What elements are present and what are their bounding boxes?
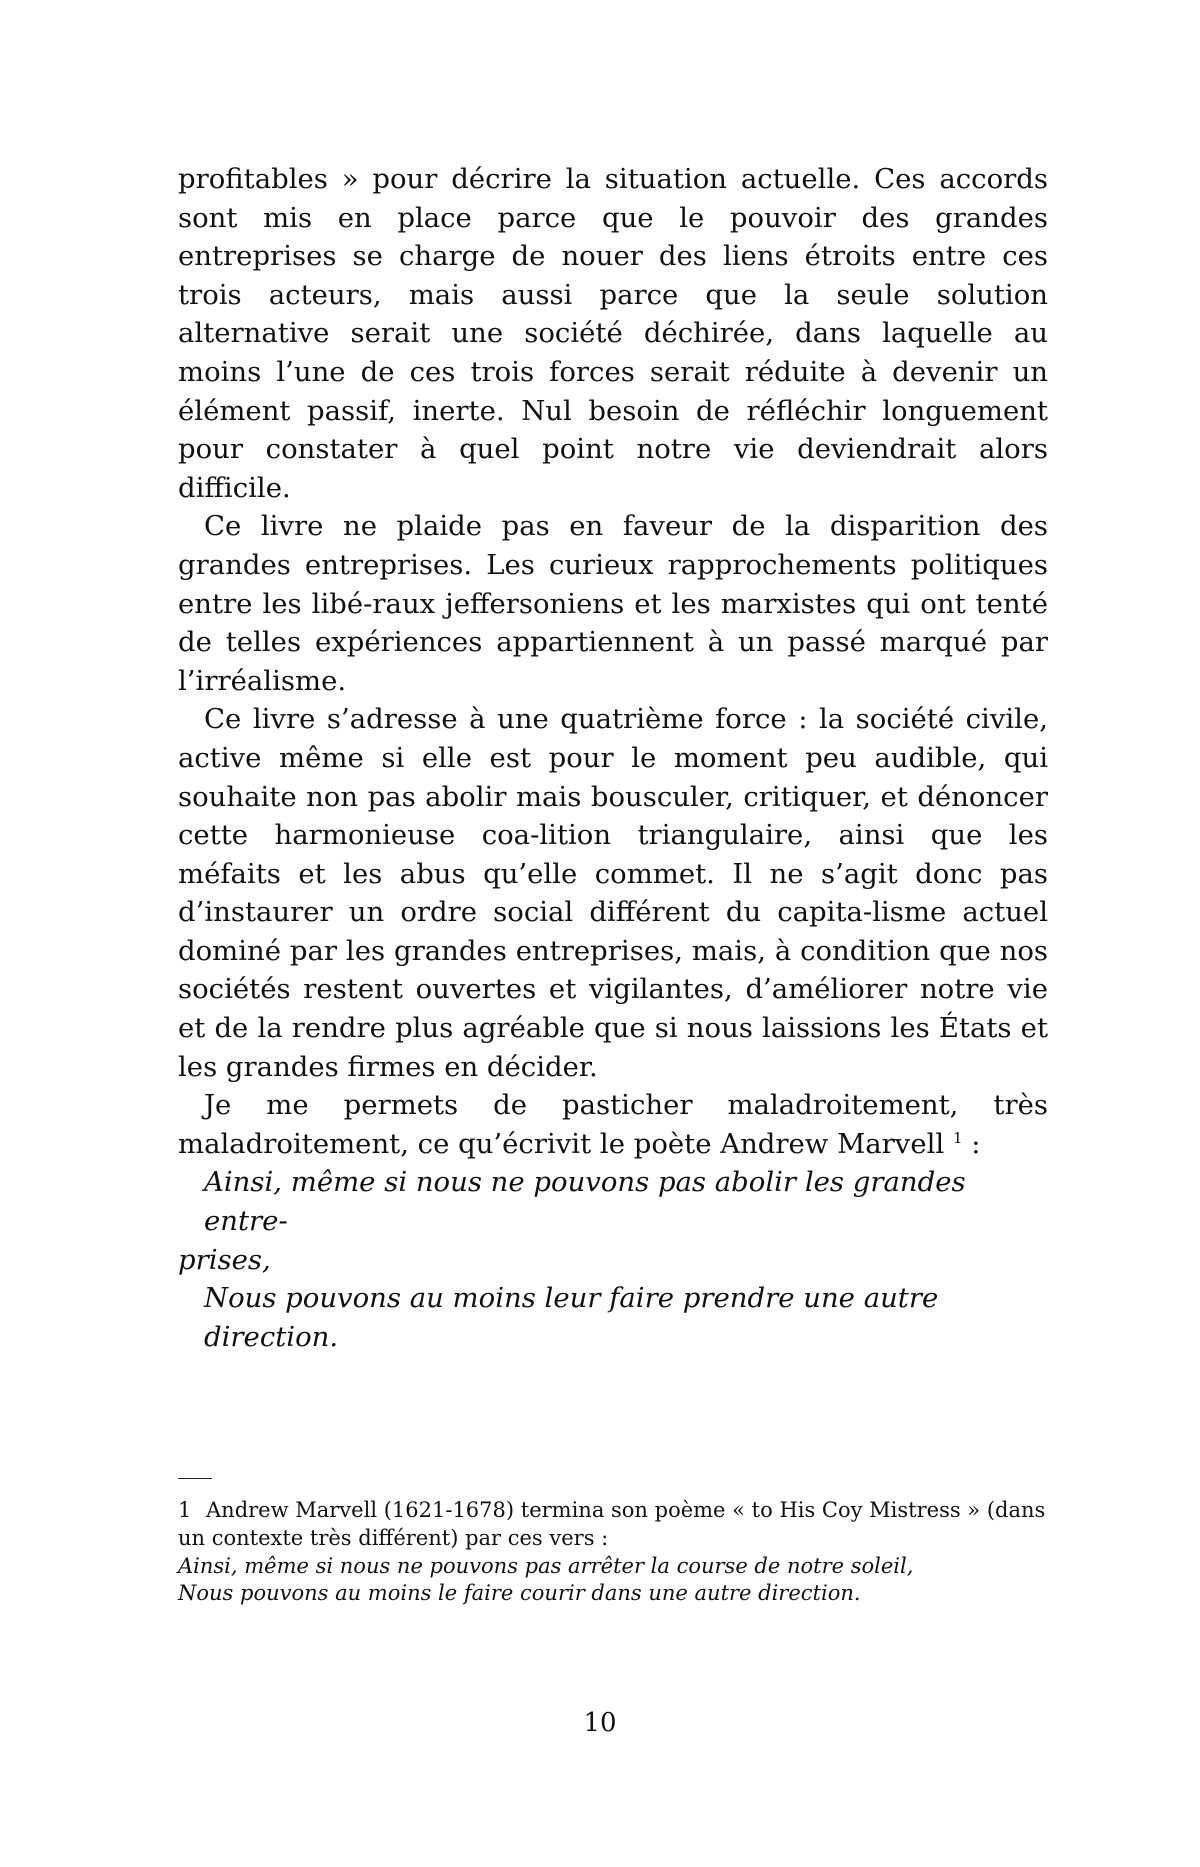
footnote-reference[interactable]: 1 [952, 1128, 963, 1147]
footnote [178, 1497, 1048, 1608]
paragraph-text: Je me permets de pasticher maladroitement, très maladroitement, ce qu’écrivit le poète Andrew Marvell [178, 1089, 1048, 1160]
footnote-number: 1 [178, 1498, 192, 1522]
verse-line: Nous pouvons au moins leur faire prendre une autre direction. [204, 1282, 939, 1353]
paragraph: Ce livre s’adresse à une quatrième force : la société civile, active même si elle est pour le moment peu audible, qui souhaite non pas abolir mais bousculer, critiquer, et dénoncer cette harmonieuse coa-lition triangulaire, ainsi que les méfaits et les abus qu’elle commet. Il ne s’agit donc pas d’instaurer un ordre social différent du capita-lisme actuel dominé par les grandes entreprises, mais, à condition que nos sociétés restent ouvertes et vigilantes, d’améliorer notre vie et de la rendre plus agréable que si nous laissions les États et les grandes firmes en décider. [178, 703, 1048, 1083]
footnote-separator [178, 1478, 212, 1479]
verse-line: prises, [178, 1243, 271, 1276]
footnote-text [178, 1497, 1048, 1553]
paragraph: Ce livre ne plaide pas en faveur de la disparition des grandes entreprises. Les curieux rapprochements politiques entre les libé-raux jeffersoniens et les marxistes qui ont tenté de telles expériences appartiennent à un passé marqué par l’irréalisme. [178, 510, 1048, 697]
footnote-body: Andrew Marvell (1621-1678) termina son poème « to His Coy Mistress » (dans un contexte très différent) par ces vers : [178, 1498, 1046, 1550]
footnote-verse-line: Ainsi, même si nous ne pouvons pas arrêter la course de notre soleil, [178, 1553, 914, 1578]
footnote-verse-line: Nous pouvons au moins le faire courir dans une autre direction. [178, 1581, 861, 1606]
page-number: 10 [583, 1708, 617, 1738]
verse-line: Ainsi, même si nous ne pouvons pas abolir les grandes entre- [204, 1166, 966, 1238]
paragraph [178, 1086, 1048, 1163]
body-text [178, 160, 1048, 1163]
page-body [178, 160, 1048, 1356]
paragraph-end: : [962, 1127, 981, 1160]
paragraph: profitables » pour décrire la situation actuelle. Ces accords sont mis en place parce que le pouvoir des grandes entreprises se charge de nouer des liens étroits entre ces trois acteurs, mais aussi parce que la seule solution alternative serait une société déchirée, dans laquelle au moins l’une de ces trois forces serait réduite à devenir un élément passif, inerte. Nul besoin de réfléchir longuement pour constater à quel point notre vie deviendrait alors difficile. [178, 163, 1048, 504]
